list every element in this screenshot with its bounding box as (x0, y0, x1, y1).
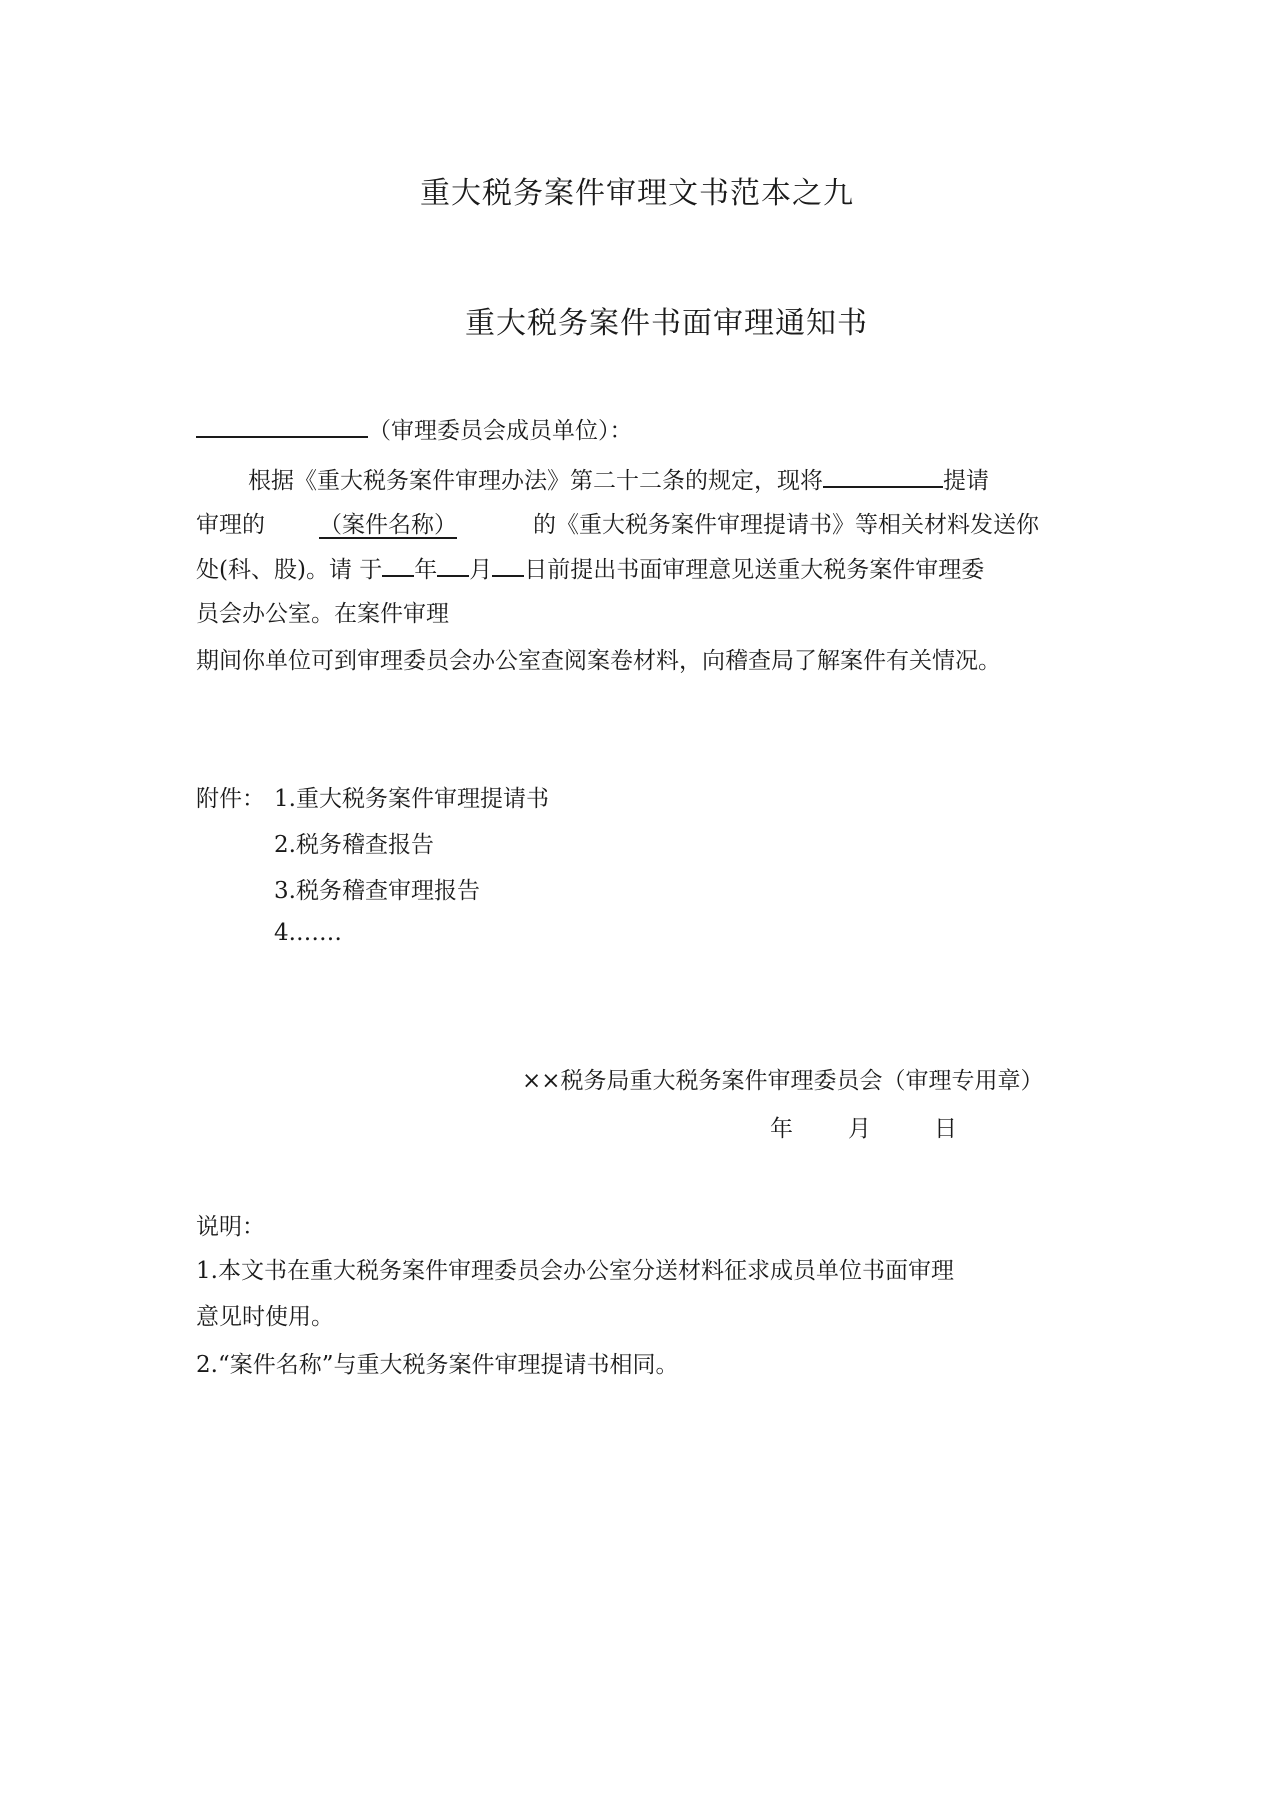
attachment-item-3: 3.税务稽查审理报告 (274, 878, 480, 904)
issuer-signature: ××税务局重大税务案件审理委员会（审理专用章） (522, 1068, 1044, 1094)
year-blank (382, 551, 414, 577)
signature-day: 日 (934, 1116, 957, 1142)
day-blank (492, 551, 524, 577)
attachment-item-2: 2.税务稽查报告 (274, 832, 434, 858)
paragraph-line-1 (248, 462, 989, 495)
paragraph-line-2 (196, 506, 1039, 539)
addressee-blank (196, 412, 368, 438)
document-title: 重大税务案件书面审理通知书 (465, 306, 868, 341)
month-label: 月 (469, 557, 493, 583)
attachment-item-4: 4.…… (274, 920, 342, 946)
paragraph-text: 日前提出书面审理意见送重大税务案件审理委 (524, 557, 985, 583)
addressee-line (196, 412, 633, 445)
notes-heading: 说明： (196, 1214, 265, 1240)
case-name-placeholder: （案件名称） (319, 512, 457, 538)
month-blank (437, 551, 469, 577)
paragraph-text: 审理的 (196, 512, 265, 538)
signature-year: 年 (770, 1116, 793, 1142)
paragraph-text: 根据《重大税务案件审理办法》第二十二条的规定，现将 (248, 468, 823, 494)
attachments-label: 附件： (196, 786, 265, 812)
paragraph-line-5: 期间你单位可到审理委员会办公室查阅案卷材料，向稽查局了解案件有关情况。 (196, 648, 1001, 674)
paragraph-text: 的《重大税务案件审理提请书》等相关材料发送你 (533, 512, 1039, 538)
paragraph-line-4: 员会办公室。在案件审理 (196, 601, 449, 627)
paragraph-text: 提请 (943, 468, 989, 494)
paragraph-line-3 (196, 551, 984, 584)
attachment-item-1: 1.重大税务案件审理提请书 (274, 786, 549, 812)
signature-month: 月 (848, 1116, 871, 1142)
note-1-line-2: 意见时使用。 (196, 1304, 334, 1330)
addressee-suffix: （审理委员会成员单位）： (368, 418, 633, 444)
case-party-blank (823, 462, 943, 488)
paragraph-text: 处(科、股)。请 于 (196, 557, 383, 583)
note-2: 2.“案件名称”与重大税务案件审理提请书相同。 (196, 1352, 679, 1378)
note-1-line-1: 1.本文书在重大税务案件审理委员会办公室分送材料征求成员单位书面审理 (196, 1258, 954, 1284)
series-title: 重大税务案件审理文书范本之九 (420, 176, 854, 211)
year-label: 年 (414, 557, 438, 583)
